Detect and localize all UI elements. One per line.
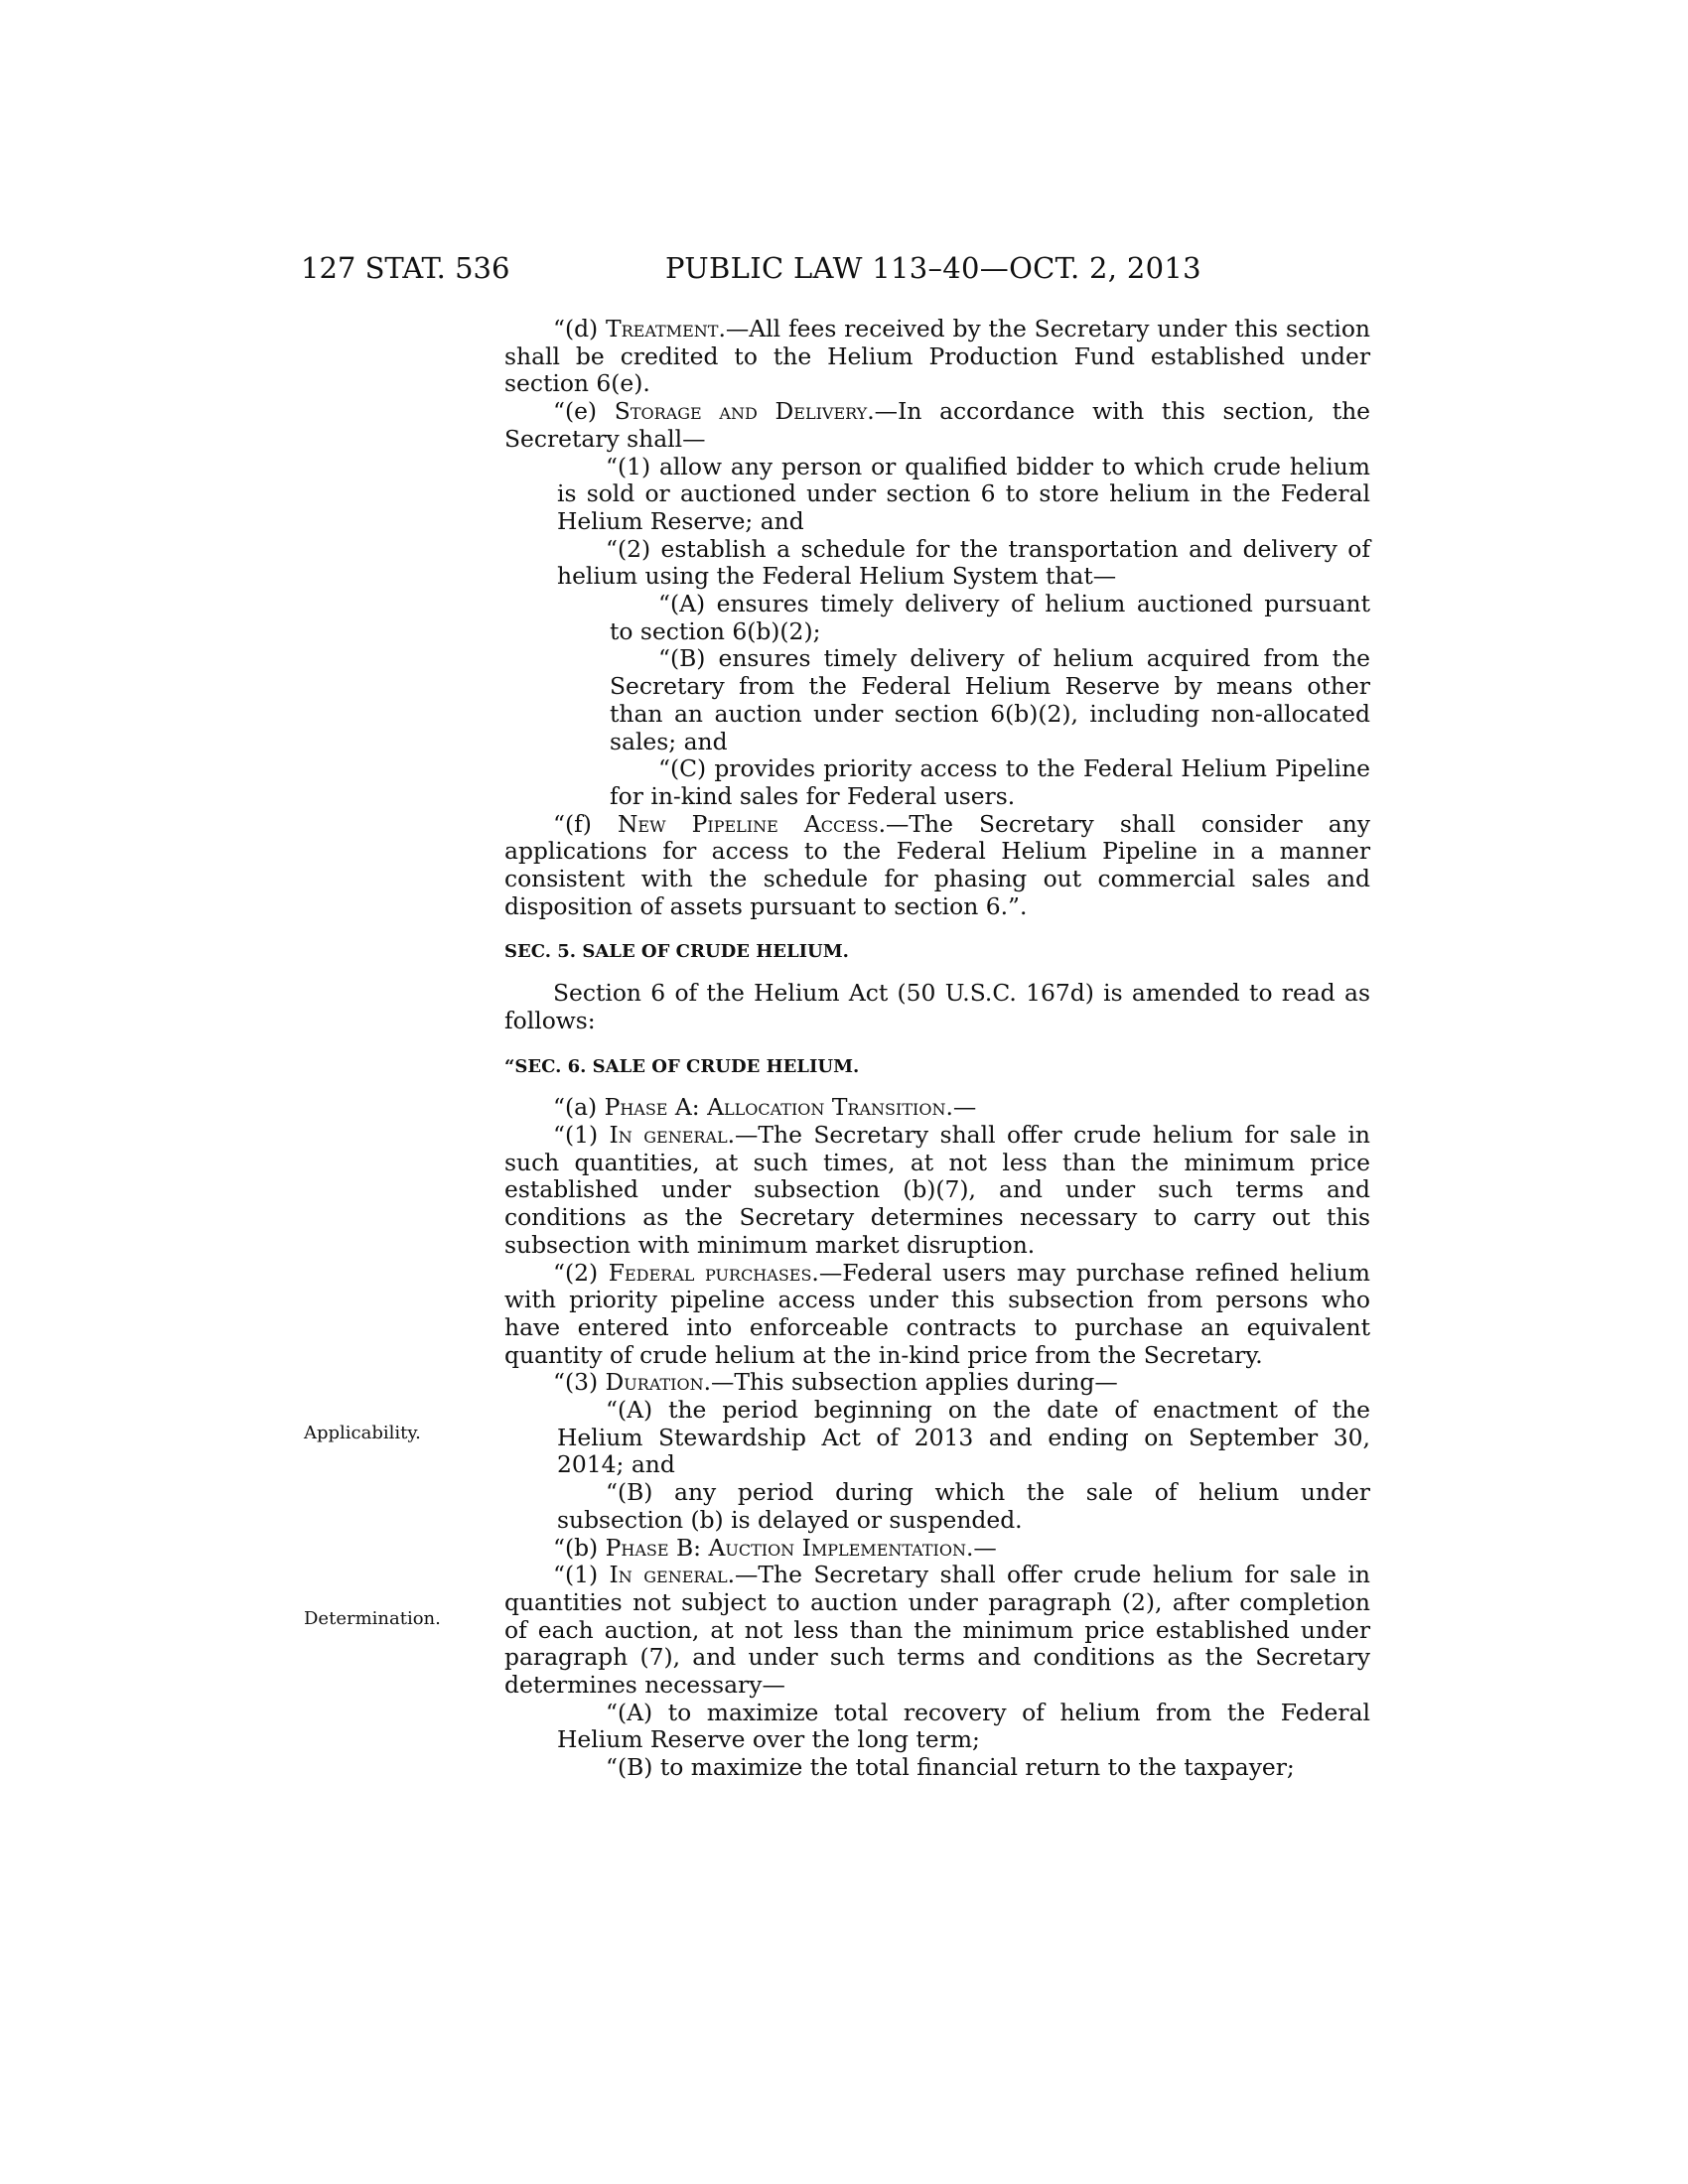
paragraph-e2: “(2) establish a schedule for the transportation and delivery of helium using the Federal Helium System that— xyxy=(557,534,1370,591)
section-6-heading: “SEC. 6. SALE OF CRUDE HELIUM. xyxy=(504,1055,860,1077)
paragraph-a1: “(1) In general.—The Secretary shall offer crude helium for sale in such quantities, at such times, at not less than the minimum price established under subsection (b)(7), and under such terms and conditions as the Secretary determines necessary to carry out this subsection with minimum market disruption. xyxy=(504,1120,1370,1259)
statute-citation: 127 STAT. 536 xyxy=(301,251,510,285)
subparagraph-a3A: “(A) the period beginning on the date of enactment of the Helium Stewardship Act of 2013 and ending on September 30, 2014; and xyxy=(557,1396,1370,1479)
running-title: PUBLIC LAW 113–40—OCT. 2, 2013 xyxy=(665,251,1201,285)
margin-note-applicability: Applicability. xyxy=(304,1423,421,1443)
paragraph-a2: “(2) Federal purchases.—Federal users may purchase refined helium with priority pipeline access under this subsection from persons who have entered into enforceable contracts to purchase an equivalent quantity of crude helium at the in-kind price from the Secretary. xyxy=(504,1258,1370,1369)
page-header xyxy=(301,248,1363,288)
subsection-f: “(f) New Pipeline Access.—The Secretary shall consider any applications for access to the Federal Helium Pipeline in a manner consistent with the schedule for phasing out commercial sales and disposition of assets pursuant to section 6.”. xyxy=(504,809,1370,920)
subparagraph-a3B: “(B) any period during which the sale of helium under subsection (b) is delayed or suspended. xyxy=(557,1478,1370,1534)
section-5-heading: SEC. 5. SALE OF CRUDE HELIUM. xyxy=(504,941,849,963)
section-5-text: Section 6 of the Helium Act (50 U.S.C. 167d) is amended to read as follows: xyxy=(504,979,1370,1034)
subsection-d: “(d) Treatment.—All fees received by the Secretary under this section shall be credited to the Helium Production Fund established under section 6(e). xyxy=(504,315,1370,398)
subparagraph-e2C: “(C) provides priority access to the Federal Helium Pipeline for in-kind sales for Federal users. xyxy=(610,754,1370,810)
paragraph-e1: “(1) allow any person or qualified bidder to which crude helium is sold or auctioned under section 6 to store helium in the Federal Helium Reserve; and xyxy=(557,452,1370,535)
subparagraph-e2A: “(A) ensures timely delivery of helium auctioned pursuant to section 6(b)(2); xyxy=(610,590,1370,645)
subparagraph-b1B: “(B) to maximize the total financial return to the taxpayer; xyxy=(606,1753,1295,1782)
paragraph-a3: “(3) Duration.—This subsection applies during— xyxy=(553,1368,1118,1397)
subsection-e: “(e) Storage and Delivery.—In accordance with this section, the Secretary shall— xyxy=(504,397,1370,453)
subparagraph-b1A: “(A) to maximize total recovery of helium from the Federal Helium Reserve over the long term; xyxy=(557,1698,1370,1754)
subsection-a: “(a) Phase A: Allocation Transition.— xyxy=(553,1093,977,1122)
subparagraph-e2B: “(B) ensures timely delivery of helium acquired from the Secretary from the Federal Helium Reserve by means other than an auction under section 6(b)(2), including non-allocated sales; and xyxy=(610,644,1370,755)
margin-note-determination: Determination. xyxy=(304,1608,441,1629)
paragraph-b1: “(1) In general.—The Secretary shall offer crude helium for sale in quantities not subject to auction under paragraph (2), after completion of each auction, at not less than the minimum price established under paragraph (7), and under such terms and conditions as the Secretary determines necessary— xyxy=(504,1561,1370,1700)
subsection-b: “(b) Phase B: Auction Implementation.— xyxy=(553,1533,997,1562)
body-text xyxy=(504,316,1370,1782)
